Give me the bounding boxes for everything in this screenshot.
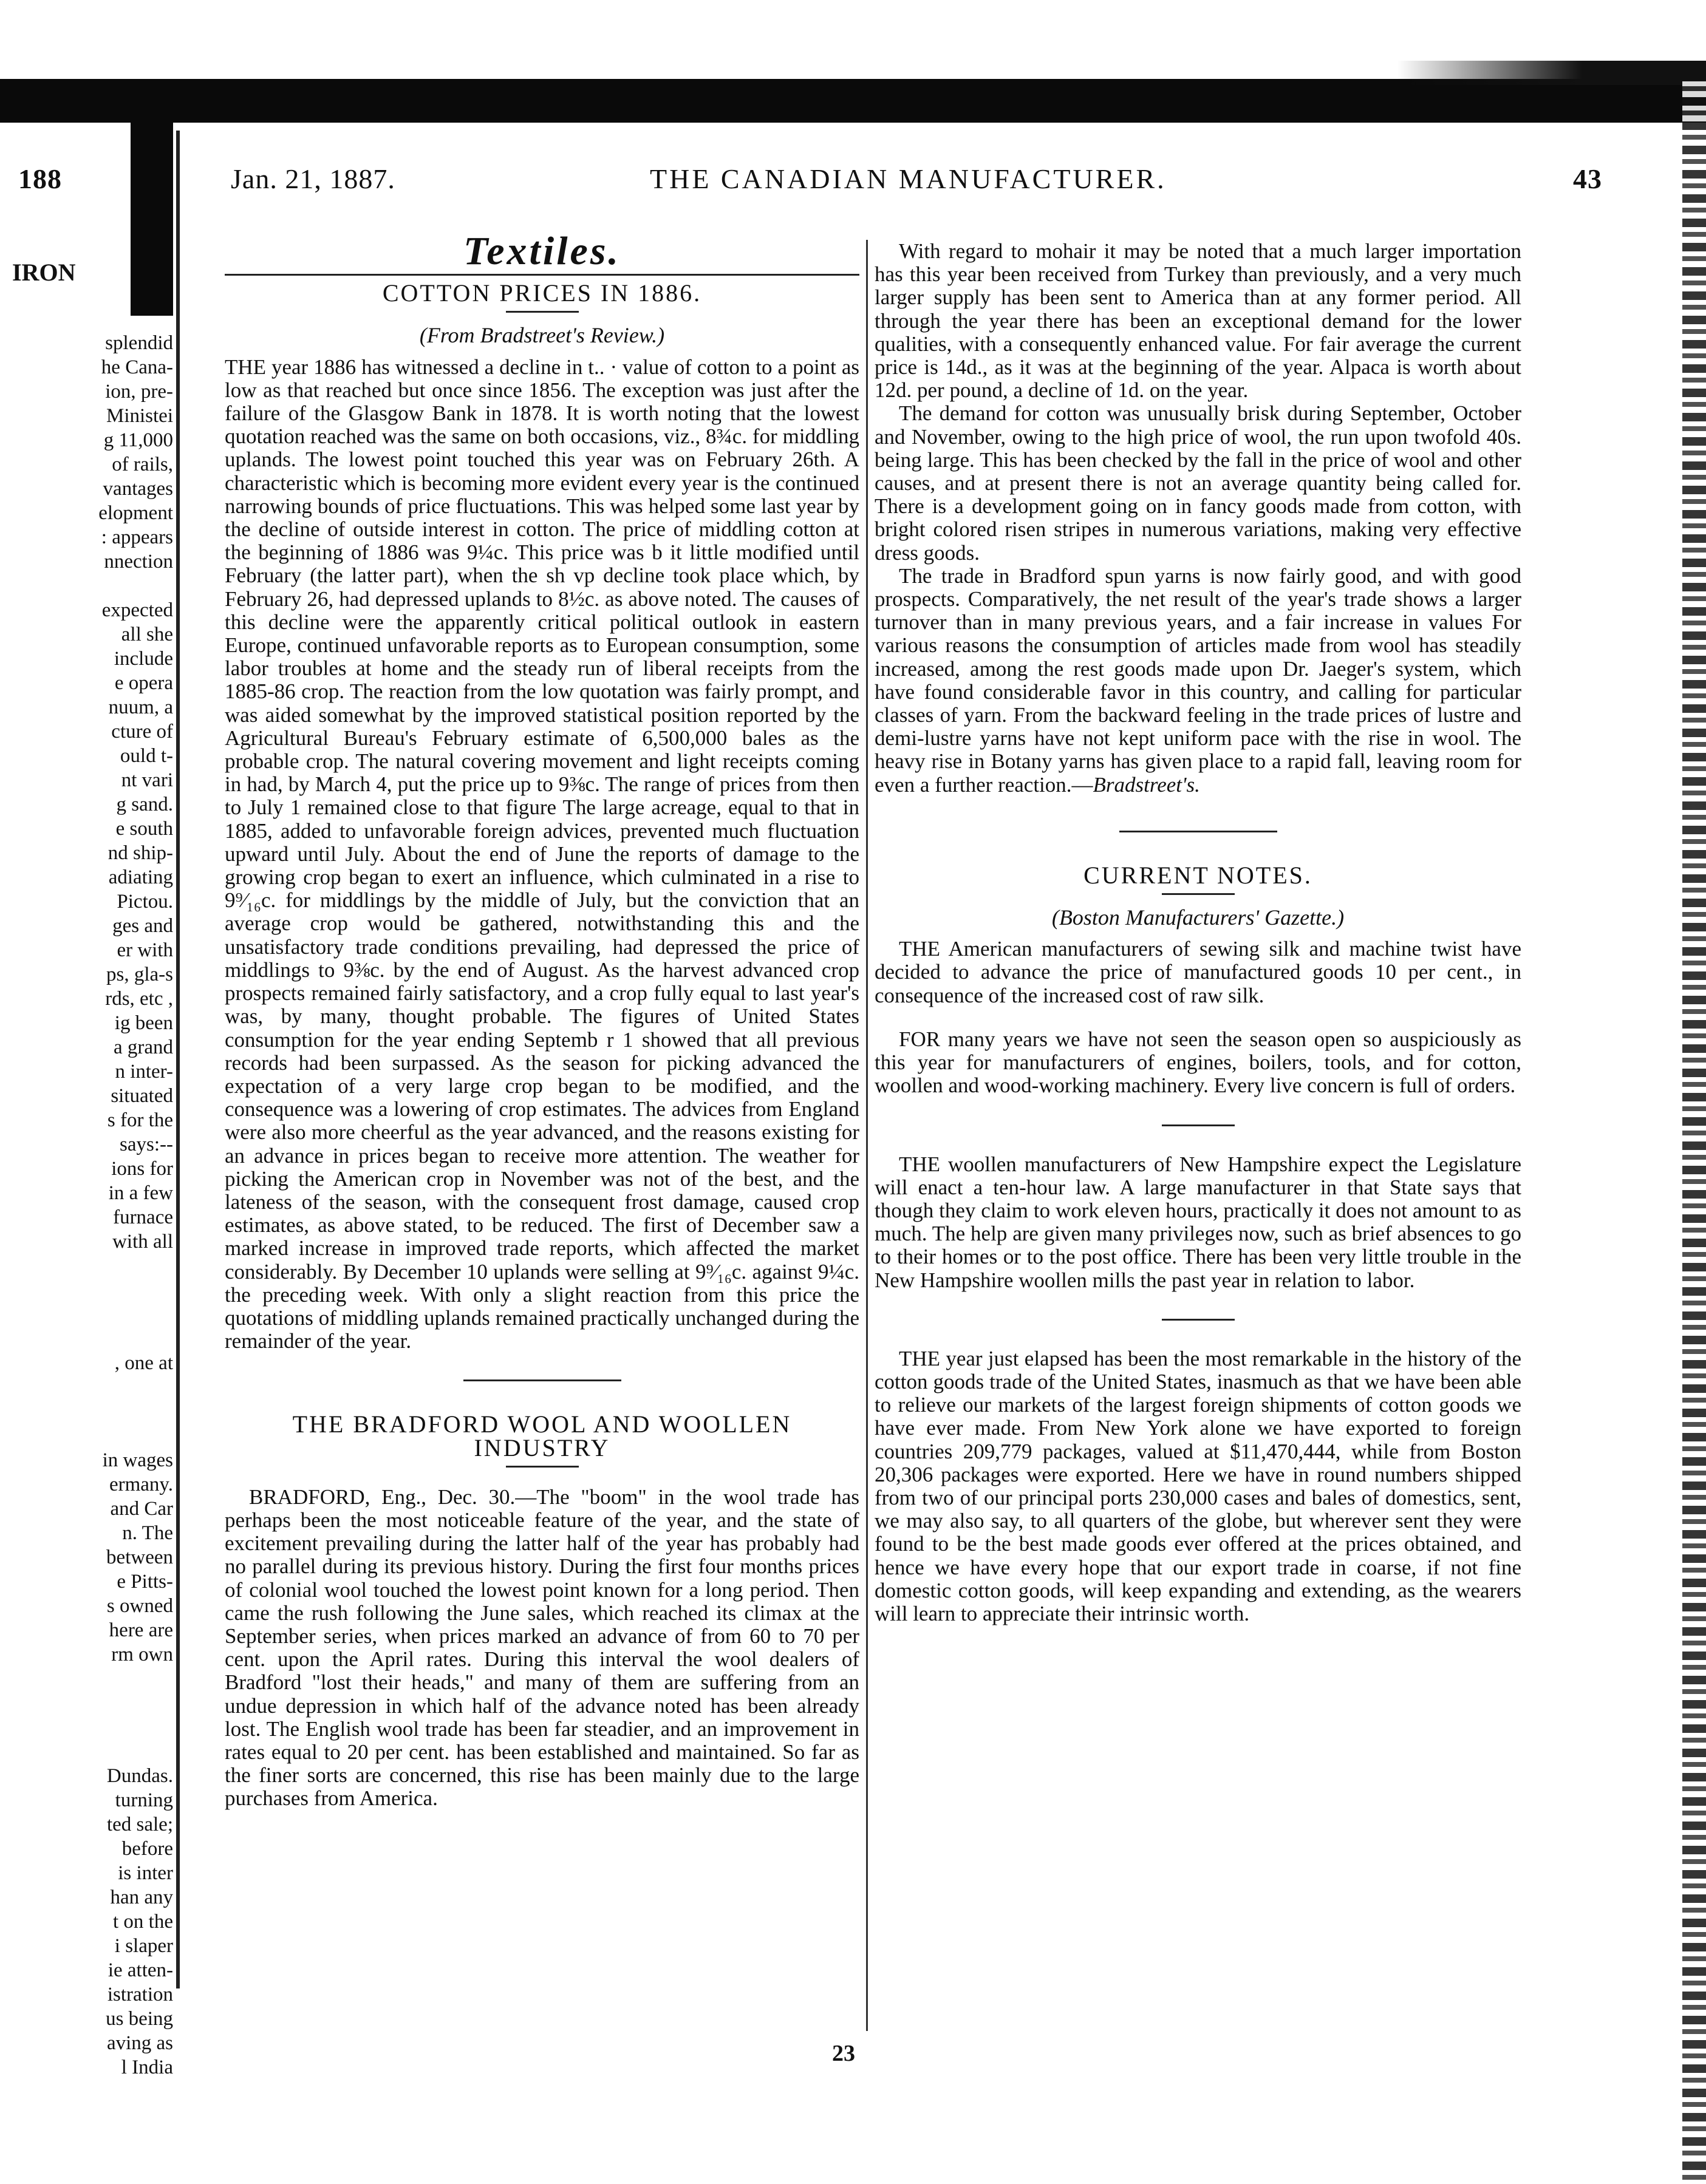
- article-separator: [463, 1379, 621, 1381]
- margin-fragment-line: ermany.: [109, 1474, 173, 1495]
- margin-fragment-line: e opera: [114, 672, 173, 694]
- margin-fragment-line: l India: [121, 2056, 173, 2078]
- margin-fragment-line: ion, pre-: [105, 381, 173, 403]
- margin-fragment-line: adiating: [108, 866, 173, 888]
- page-edge-rule: [176, 131, 180, 1988]
- margin-fragment-line: g sand.: [116, 794, 173, 815]
- margin-fragment-line: in a few: [108, 1182, 173, 1204]
- bradford-paragraph-3: The demand for cotton was unusually brisk during September, October and November, owing to the high price of wool, the run upon twofold 40s. being large. This has been checked by the fall in the price of wool and other causes, and at present there is not an average quantity being called for. There is a development going on in fancy goods made from cotton, with bright colored risen stripes in numerous variations, making very effective dress goods.: [875, 401, 1521, 565]
- article-separator: [1119, 831, 1277, 832]
- bradford-paragraph-4-text: The trade in Bradford spun yarns is now fairly good, and with good prospects. Comparatively, the net result of the year's trade shows a larger turnover than in many previous years, and a fair increase in values For various reasons the consumption of articles made from wool has steadily increased, among the rest goods made upon Dr. Jaeger's system, which have found considerable favor in this country, and calling for particular classes of yarn. From the backward feeling in the trade prices of lustre and demi-lustre yarns have not kept uniform pace with the rise in wool. The heavy rise in Botany yarns has given place to a rapid fall, leaving room for even a further reaction.—: [875, 563, 1521, 797]
- margin-fragment-line: before: [121, 1838, 173, 1860]
- note-separator: [1162, 1319, 1235, 1321]
- bradford-paragraph-4: [875, 565, 1521, 797]
- title-rule: [506, 311, 579, 313]
- margin-fragment-line: nt vari: [121, 769, 173, 791]
- margin-fragment-line: : appears: [101, 526, 173, 548]
- margin-heading: IRON: [12, 259, 76, 286]
- margin-fragment-line: ted sale;: [106, 1814, 173, 1835]
- margin-fragment-line: Ministei: [106, 405, 173, 427]
- margin-fragment-line: istration: [107, 1984, 173, 2005]
- margin-fragment-line: expected: [101, 599, 173, 621]
- margin-fragment-line: here are: [109, 1619, 173, 1641]
- margin-fragment-line: n. The: [122, 1522, 173, 1544]
- scan-edge-shadow: [1397, 61, 1706, 85]
- title-rule: [1162, 893, 1235, 895]
- margin-fragment-line: Dundas.: [106, 1765, 173, 1787]
- margin-fragment-line: er with: [117, 939, 173, 961]
- margin-fragment-line: situated: [111, 1085, 173, 1107]
- margin-fragment-line: ig been: [114, 1012, 173, 1034]
- margin-fragment-line: rds, etc ,: [105, 988, 173, 1010]
- margin-fragment-line: t on the: [113, 1911, 173, 1933]
- title-rule: [506, 1466, 579, 1468]
- scan-dark-band: [0, 79, 1706, 123]
- cotton-article-title: COTTON PRICES IN 1886.: [382, 279, 702, 307]
- margin-fragment-line: cture of: [111, 721, 173, 743]
- margin-fragment-line: rm own: [111, 1644, 173, 1665]
- margin-fragment-line: furnace: [113, 1206, 173, 1228]
- bradford-paragraph-1: BRADFORD, Eng., Dec. 30.—The "boom" in the wool trade has perhaps been the most noticeable feature of the year, and the state of excitement prevailing during the latter half of the year has probably had no parallel during its previous history. During the first four months prices of colonial wool touched the lowest point known for a long period. Then came the rush following the June sales, which reached its climax at the September series, when prices marked an advance of from 60 to 70 per cent. upon the April rates. During this interval the wool dealers of Bradford "lost their heads," and many of them are suffering from an undue depression in which half of the advance noted has been already lost. The English wool trade has been far steadier, and an improvement in rates equal to 20 per cent. has been established and maintained. So far as the finer sorts are concerned, this rise has been mainly due to the large purchases from America.: [225, 1485, 859, 1811]
- margin-fragment-line: ges and: [112, 915, 173, 937]
- margin-fragment-line: between: [106, 1546, 173, 1568]
- margin-fragment-line: ould t-: [120, 745, 173, 767]
- margin-fragment-line: g 11,000: [103, 429, 173, 451]
- header-date: Jan. 21, 1887.: [231, 163, 395, 194]
- column-divider: [866, 240, 868, 2031]
- margin-fragment-line: nuum, a: [108, 696, 173, 718]
- bradford-signature: Bradstreet's.: [1093, 772, 1200, 797]
- scan-binding-shadow: [131, 79, 173, 316]
- header-page-number: 43: [1573, 163, 1602, 194]
- header-left-fragment: 188: [18, 163, 62, 194]
- margin-fragment-line: and Car: [110, 1498, 173, 1520]
- column-right: [875, 240, 1521, 1625]
- margin-fragment-line: in wages: [102, 1449, 173, 1471]
- margin-fragment-line: a grand: [113, 1036, 173, 1058]
- margin-fragment-line: he Cana-: [101, 356, 173, 378]
- margin-fragment-line: of rails,: [112, 454, 173, 475]
- margin-fragment-line: with all: [112, 1231, 173, 1253]
- margin-fragment-line: ps, gla-s: [106, 964, 173, 985]
- margin-fragment-line: s for the: [107, 1109, 173, 1131]
- margin-fragment-line: is inter: [118, 1862, 173, 1884]
- note-2: FOR many years we have not seen the season open so auspiciously as this year for manufacturers of engines, boilers, tools, and for cotton, woollen and wood-working machinery. Every live concern is full of orders.: [875, 1027, 1521, 1098]
- note-4: THE year just elapsed has been the most remarkable in the history of the cotton goods trade of the United States, inasmuch as that we have been able to relieve our markets of the largest foreign shipments of cotton goods we have ever made. From New York alone we have exported to foreign countries 209,779 packages, valued at $11,470,444, while from Boston 20,306 packages were exported. Here we have in round numbers shipped from two of our principal ports 230,000 cases and bales of domestics, sent, we may also say, to all quarters of the globe, but wherever sent they were found to be the best made goods ever offered at the prices obtained, and hence we have every hope that our export trade in coarse, if not fine domestic cotton goods, will keep expanding and extending, as the wearers will learn to appreciate their intrinsic worth.: [875, 1346, 1521, 1625]
- margin-fragment-line: ie atten-: [107, 1959, 173, 1981]
- footer-page-number: 23: [832, 2041, 855, 2066]
- margin-fragment-line: us being: [106, 2008, 173, 2030]
- bradford-article-title: THE BRADFORD WOOL AND WOOLLEN INDUSTRY: [292, 1410, 792, 1461]
- cotton-article-body: THE year 1886 has witnessed a decline in t.. · value of cotton to a point as low as that reached but once since 1856. The exception was just after the failure of the Glasgow Bank in 1878. It is worth noting that the lowest quotation reached was the same on both occasions, viz., 8¾c. for middling uplands. The lowest point touched this year was on February 26th. A characteristic which is becoming more evident every year is the continued narrowing bounds of price fluctuations. This was helped some last year by the decline of outside interest in cotton. The price of middling cotton at the beginning of 1886 was 9¼c. This price was b it little modified until February (the latter part), when the sh vp decline took place which, by February 26, had depressed uplands to 8½c. as above noted. The causes of this decline were the apparently critical political outlook in eastern Europe, continued unfavorable reports as to European consumption, some labor troubles at home and the steady run of liberal receipts from the 1885-86 crop. The reaction from the low quotation was fairly prompt, and was aided somewhat by the improved statistical position reported by the Agricultural Bureau's February estimate of 6,500,000 bales as the probable crop. The natural covering movement and light receipts coming in had, by March 4, put the price up to 9⅜c. The range of prices from then to July 1 remained close to that figure The large acreage, equal to that in 1885, added to unfavorable foreign advices, prevented much fluctuation upward until July. About the end of June the reports of damage to the growing crop began to exert an influence, which culminated in a rise to 9⁹⁄₁₆c. for middlings by the middle of July, but the conviction that an average crop would be gathered, notwithstanding this and the unsatisfactory trade conditions prevailing, had depressed the price of middlings to 9⅜c. by the end of August. As the harvest advanced crop prospects remained fairly satisfactory, and a crop fully equal to last year's was, by many, thought probable. The figures of United States consumption for the year ending Septemb r 1 showed that all previous records had been surpassed. As the season for picking advanced the expectation of a very large crop began to be modified, and the consequence was a lowering of crop estimates. The advices from England were also more cheerful as the year advanced, and the reasons existing for an advance in prices began to receive more attention. The weather for picking the American crop in November was not of the best, and the lateness of the season, with the consequent frost damage, caused crop estimates, as above stated, to be reduced. The first of December saw a marked increase in improved trade reports, which affected the market considerably. By December 10 uplands were selling at 9⁹⁄₁₆c. against 9¼c. the preceding week. With only a slight reaction from this price the quotations of middling uplands remained practically unchanged during the remainder of the year.: [225, 355, 859, 1353]
- margin-fragment-line: s owned: [106, 1595, 173, 1617]
- note-1: THE American manufacturers of sewing silk and machine twist have decided to advance the price of manufactured goods 10 per cent., in consequence of the increased cost of raw silk.: [875, 937, 1521, 1007]
- current-notes-title: CURRENT NOTES.: [1083, 861, 1312, 889]
- current-notes-source: (Boston Manufacturers' Gazette.): [1051, 905, 1345, 930]
- margin-fragment-line: include: [114, 648, 173, 670]
- margin-fragment-line: says:--: [120, 1134, 173, 1155]
- margin-fragment-line: splendid: [105, 332, 173, 354]
- margin-fragment-line: vantages: [103, 478, 173, 500]
- note-separator: [1162, 1124, 1235, 1126]
- margin-fragment-line: i slaper: [114, 1935, 173, 1957]
- margin-fragment-line: e Pitts-: [117, 1571, 173, 1593]
- margin-fragment-line: han any: [110, 1886, 173, 1908]
- margin-fragment-line: n inter-: [115, 1061, 173, 1083]
- margin-fragment-line: aving as: [106, 2032, 173, 2054]
- section-rule: [225, 274, 859, 276]
- section-title: Textiles.: [463, 229, 621, 273]
- margin-fragment-line: nd ship-: [107, 842, 173, 864]
- margin-fragment-line: , one at: [114, 1352, 173, 1374]
- margin-fragment-line: elopment: [98, 502, 173, 524]
- column-left: [225, 229, 859, 1811]
- bradford-paragraph-2: With regard to mohair it may be noted that a much larger importation has this year been received from Turkey than previously, and a very much larger supply has been sent to America than at any former period. All through the year there has been an exceptional demand for the lower qualities, with a consequently enhanced value. For fair average the current price is 14d., as it was at the beginning of the year. Alpaca is worth about 12d. per pound, a decline of 1d. on the year.: [875, 239, 1521, 403]
- margin-fragment-line: nnection: [104, 551, 173, 573]
- margin-fragment-line: ions for: [111, 1158, 173, 1180]
- header-title: THE CANADIAN MANUFACTURER.: [650, 163, 1167, 194]
- note-3: THE woollen manufacturers of New Hampshire expect the Legislature will enact a ten-hour law. A large manufacturer in that State says that though they claim to work eleven hours, practically it does not amount to as much. The help are given many privileges now, such as brief absences to go to their homes or to the post office. There has been very little trouble in the New Hampshire woollen mills the past year in relation to labor.: [875, 1152, 1521, 1292]
- margin-fragment-line: turning: [115, 1789, 173, 1811]
- cotton-article-source: (From Bradstreet's Review.): [419, 323, 665, 348]
- margin-fragment-line: e south: [115, 818, 173, 840]
- margin-fragment-line: Pictou.: [117, 891, 173, 913]
- scan-right-edge: [1682, 73, 1706, 2184]
- margin-fragment-line: all she: [121, 624, 173, 645]
